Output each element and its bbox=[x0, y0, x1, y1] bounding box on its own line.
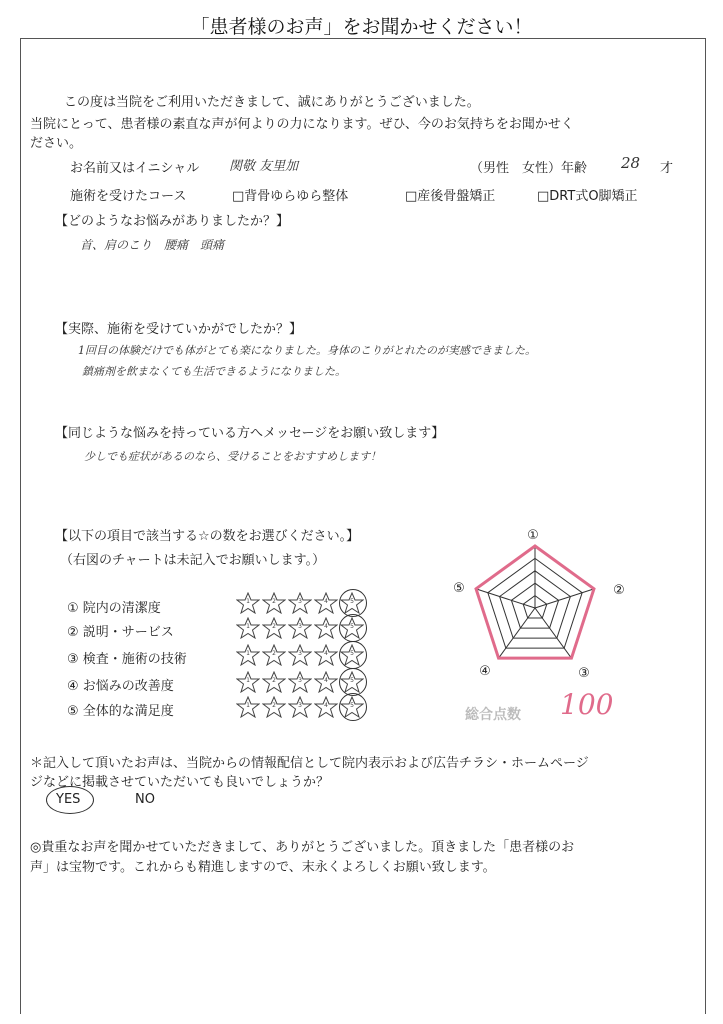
rating-item-label: ④ お悩みの改善度 bbox=[67, 679, 174, 694]
star-icon[interactable] bbox=[262, 696, 286, 718]
star-icon[interactable] bbox=[288, 696, 312, 718]
star-icon[interactable] bbox=[262, 592, 286, 614]
star-icon[interactable] bbox=[314, 671, 338, 693]
star-icon[interactable] bbox=[236, 696, 260, 718]
star-rating-row bbox=[236, 617, 364, 639]
star-number: 1 bbox=[246, 623, 250, 630]
star-icon[interactable] bbox=[288, 617, 312, 639]
star-number: 2 bbox=[272, 650, 276, 657]
star-icon[interactable] bbox=[314, 644, 338, 666]
name-value[interactable]: 関敬 友里加 bbox=[229, 159, 299, 174]
star-number: 5 bbox=[350, 702, 354, 709]
star-number: 2 bbox=[272, 702, 276, 709]
star-icon[interactable] bbox=[236, 617, 260, 639]
star-icon[interactable] bbox=[340, 696, 364, 718]
rating-item-label: ① 院内の清潔度 bbox=[67, 601, 161, 616]
radar-label-5: ⑤ bbox=[453, 581, 465, 596]
star-icon[interactable] bbox=[314, 617, 338, 639]
q3-answer[interactable]: 少しでも症状があるのなら、受けることをおすすめします！ bbox=[84, 450, 382, 463]
star-icon[interactable] bbox=[340, 617, 364, 639]
gender-age-label: （男性 女性）年齢 bbox=[470, 161, 588, 176]
q2-answer-line-2[interactable]: 鎮痛剤を飲まなくても生活できるようになりました。 bbox=[82, 365, 346, 378]
star-icon[interactable] bbox=[340, 592, 364, 614]
radar-label-3: ③ bbox=[578, 666, 590, 681]
star-number: 3 bbox=[298, 702, 302, 709]
star-icon[interactable] bbox=[262, 644, 286, 666]
consent-yes-option[interactable]: YES bbox=[56, 792, 81, 807]
intro-line-3: ださい。 bbox=[30, 136, 83, 151]
radar-label-4: ④ bbox=[479, 664, 491, 679]
star-number: 3 bbox=[298, 677, 302, 684]
q1-answer[interactable]: 首、肩のこり 腰痛 頭痛 bbox=[80, 238, 225, 252]
star-icon[interactable] bbox=[288, 644, 312, 666]
star-icon[interactable] bbox=[236, 671, 260, 693]
consent-no-option[interactable]: NO bbox=[135, 792, 155, 807]
selected-star-circle bbox=[339, 589, 367, 617]
radar-chart bbox=[445, 520, 625, 685]
q2-answer-line-1[interactable]: 1回目の体験だけでも体がとても楽になりました。身体のこりがとれたのが実感できました。 bbox=[78, 344, 536, 357]
closing-line-2: 声」は宝物です。これからも精進しますので、末永くよろしくお願い致します。 bbox=[30, 860, 496, 875]
star-number: 2 bbox=[272, 598, 276, 605]
star-icon[interactable] bbox=[262, 671, 286, 693]
star-icon[interactable] bbox=[262, 617, 286, 639]
consent-line-2: ジなどに掲載させていただいても良いでしょうか？ bbox=[30, 775, 330, 790]
name-label: お名前又はイニシャル bbox=[70, 161, 200, 176]
course-option-spine[interactable]: □背骨ゆらゆら整体 bbox=[232, 189, 349, 204]
selected-star-circle bbox=[339, 641, 367, 669]
star-number: 4 bbox=[324, 623, 328, 630]
star-icon[interactable] bbox=[288, 671, 312, 693]
star-rating-row bbox=[236, 644, 364, 666]
q2-heading: 【実際、施術を受けていかがでしたか？】 bbox=[55, 322, 303, 337]
star-number: 5 bbox=[350, 623, 354, 630]
star-icon[interactable] bbox=[340, 644, 364, 666]
star-number: 1 bbox=[246, 650, 250, 657]
consent-line-1: ＊記入して頂いたお声は、当院からの情報配信として院内表示および広告チラシ・ホームページ bbox=[30, 756, 589, 771]
course-option-legs[interactable]: □DRT式O脚矯正 bbox=[537, 189, 638, 204]
star-rating-row bbox=[236, 696, 364, 718]
radar-label-2: ② bbox=[613, 583, 625, 598]
star-number: 3 bbox=[298, 650, 302, 657]
q3-heading: 【同じような悩みを持っている方へメッセージをお願い致します】 bbox=[55, 426, 445, 441]
selected-star-circle bbox=[339, 668, 367, 696]
age-unit: 才 bbox=[660, 161, 674, 176]
star-rating-row bbox=[236, 671, 364, 693]
q1-heading: 【どのようなお悩みがありましたか？】 bbox=[55, 214, 290, 229]
star-number: 1 bbox=[246, 598, 250, 605]
star-number: 1 bbox=[246, 702, 250, 709]
star-number: 3 bbox=[298, 598, 302, 605]
radar-label-1: ① bbox=[527, 528, 539, 543]
page-title: 「患者様のお声」をお聞かせください！ bbox=[190, 16, 533, 38]
rating-item-label: ③ 検査・施術の技術 bbox=[67, 652, 187, 667]
star-number: 2 bbox=[272, 677, 276, 684]
rating-heading: 【以下の項目で該当する☆の数をお選びください。】 bbox=[55, 529, 360, 544]
rating-item-label: ② 説明・サービス bbox=[67, 625, 174, 640]
star-icon[interactable] bbox=[314, 592, 338, 614]
star-number: 4 bbox=[324, 598, 328, 605]
star-icon[interactable] bbox=[236, 592, 260, 614]
rating-item-label: ⑤ 全体的な満足度 bbox=[67, 704, 174, 719]
star-icon[interactable] bbox=[314, 696, 338, 718]
star-number: 1 bbox=[246, 677, 250, 684]
star-icon[interactable] bbox=[340, 671, 364, 693]
intro-line-2: 当院にとって、患者様の素直な声が何よりの力になります。ぜひ、今のお気持ちをお聞かせく bbox=[30, 117, 574, 132]
course-label: 施術を受けたコース bbox=[70, 189, 187, 204]
closing-line-1: ◎貴重なお声を聞かせていただきまして、ありがとうございました。頂きました「患者様のお bbox=[30, 840, 575, 855]
total-score-value[interactable]: 100 bbox=[560, 688, 614, 721]
star-icon[interactable] bbox=[236, 644, 260, 666]
star-number: 2 bbox=[272, 623, 276, 630]
star-number: 4 bbox=[324, 650, 328, 657]
intro-line-1: この度は当院をご利用いただきまして、誠にありがとうございました。 bbox=[64, 95, 480, 110]
star-rating-row bbox=[236, 592, 364, 614]
total-score-label: 総合点数 bbox=[465, 707, 521, 723]
star-number: 4 bbox=[324, 677, 328, 684]
star-number: 5 bbox=[350, 677, 354, 684]
star-number: 4 bbox=[324, 702, 328, 709]
rating-note: （右図のチャートは未記入でお願いします。） bbox=[60, 553, 326, 568]
star-number: 3 bbox=[298, 623, 302, 630]
selected-star-circle bbox=[339, 614, 367, 642]
star-icon[interactable] bbox=[288, 592, 312, 614]
star-number: 5 bbox=[350, 650, 354, 657]
age-value[interactable]: 28 bbox=[621, 154, 641, 172]
course-option-pelvis[interactable]: □産後骨盤矯正 bbox=[405, 189, 496, 204]
star-number: 5 bbox=[350, 598, 354, 605]
selected-star-circle bbox=[339, 693, 367, 721]
